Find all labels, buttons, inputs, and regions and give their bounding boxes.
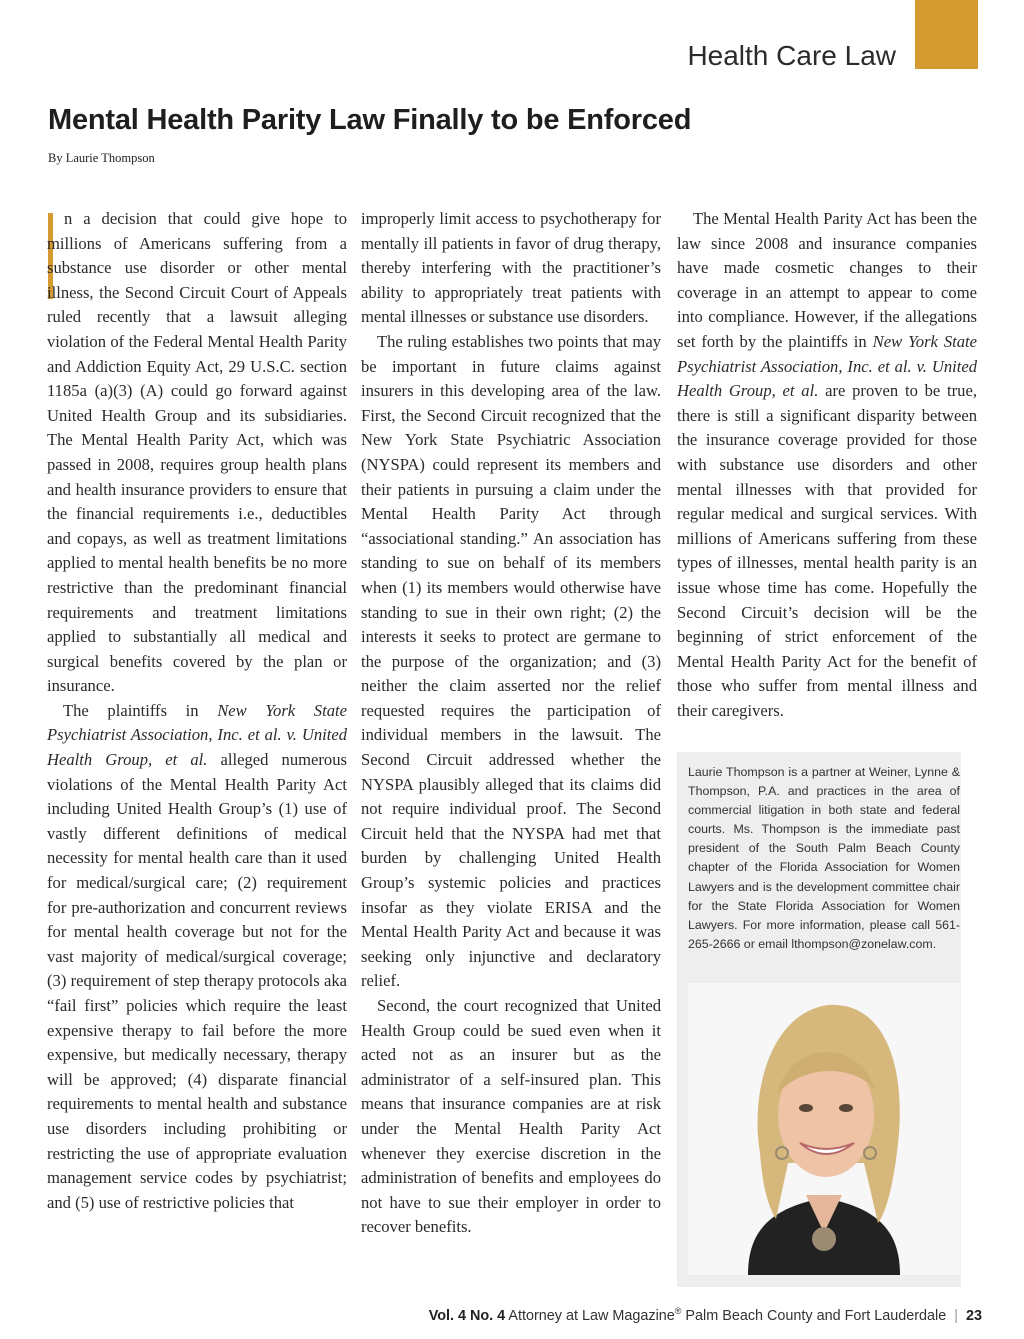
footer-separator: |: [954, 1307, 958, 1324]
page-number: 23: [965, 1307, 982, 1324]
section-color-tab: [915, 0, 978, 69]
footer-region: Palm Beach County and Fort Lauderdale: [681, 1307, 947, 1324]
column3-paragraph-1: [677, 207, 977, 723]
case-citation: New York State Psychiatrist Association, Inc. et al. v. United Health Group, et al.: [47, 700, 347, 770]
column2-paragraph-1: improperly limit access to psychotherapy for mentally ill patients in favor of drug therapy, thereby interfering with the practitioner’s ability to appropriately treat patients with mental illnesses or substance use disorders.: [361, 209, 661, 327]
article-headline: Mental Health Parity Law Finally to be Enforced: [48, 104, 692, 136]
byline: By Laurie Thompson: [48, 151, 155, 165]
column1-paragraph-2-text-b: alleged numerous violations of the Mental Health Parity Act including United Health Group’s (1) use of vastly different definitions of medical necessity for mental health care than it used for medical/surgical care; (2) requirement for pre-authorization and concurrent reviews for mental health coverage but not for the vast majority of medical/surgical coverage; (3) requirement of step therapy protocols aka “fail first” policies which require the least expensive therapy to fail before the more expensive, but medically necessary, therapy will be approved; (4) disparate financial requirements to mental health and substance use disorders including prohibiting or restricting the use of appropriate evaluation management service codes by psychiatrist; and (5) use of restrictive policies that: [47, 750, 347, 1212]
column2-paragraph-2: The ruling establishes two points that may be important in future claims against insurers in this developing area of the law. First, the Second Circuit recognized that the New York State Psychiatric Association (NYSPA) could represent its members and their patients in pursuing a claim under the Mental Health Parity Act through “associational standing.” An association has standing to sue on behalf of its members when (1) its members would otherwise have standing to sue in their own right; (2) the interests it seeks to protect are germane to the purpose of the organization; and (3) neither the claim asserted nor the relief requested requires the participation of individual members in the lawsuit. The Second Circuit addressed whether the NYSPA plausibly alleged that its claims did not require individual proof. The Second Circuit held that the NYSPA had met that burden by challenging United Health Group’s systemic policies and practices insofar as they violate ERISA and the Mental Health Parity Act and because it was seeking only injunctive and declaratory relief.: [361, 331, 661, 991]
article-column-1: [47, 207, 347, 1215]
footer-registered: ®: [674, 1306, 682, 1316]
footer-volume: Vol. 4 No. 4: [428, 1307, 506, 1324]
article-column-2: [361, 207, 661, 1240]
footer-magazine: Attorney at Law Magazine: [508, 1307, 675, 1324]
column3-paragraph-1-text-b: are proven to be true, there is still a significant disparity between the insurance coverage provided for those with substance use disorders and other mental illnesses with that provided for regular medical and surgical services. With millions of Americans suffering from these types of illnesses, mental health parity is an issue whose time has come. Hopefully the Second Circuit’s decision will be the beginning of strict enforcement of the Mental Health Parity Act for the benefit of those who suffer from mental illness and their caregivers.: [677, 381, 977, 720]
page-footer: [429, 1306, 982, 1324]
column3-paragraph-1-text-a: The Mental Health Parity Act has been the law since 2008 and insurance companies have made cosmetic changes to their coverage in an attempt to appear to come into compliance. However, if the allegations set forth by the plaintiffs in: [677, 209, 977, 351]
article-column-3: [677, 207, 977, 723]
case-citation: New York State Psychiatrist Association, Inc. et al. v. United Health Group, et al.: [677, 331, 977, 401]
column1-paragraph-1: [47, 207, 347, 699]
author-photo: [688, 983, 960, 1275]
column1-paragraph-2-text-a: The plaintiffs in: [63, 700, 218, 720]
column1-paragraph-2: [47, 699, 347, 1215]
author-bio: Laurie Thompson is a partner at Weiner, Lynne & Thompson, P.A. and practices in the area of commercial litigation in both state and federal courts. Ms. Thompson is the immediate past president of the South Palm Beach County chapter of the Florida Association for Women Lawyers and is the development committee chair for the State Florida Association for Women Lawyers. For more information, please call 561-265-2666 or email lthompson@zonelaw.com.: [688, 765, 960, 951]
column2-paragraph-3: Second, the court recognized that United Health Group could be sued even when it acted not as an insurer but as the administrator of a self-insured plan. This means that insurance companies are at risk under the Mental Health Parity Act whenever they exercise discretion in the administration of benefits and employees do not have to sue their employer in order to recover benefits.: [361, 996, 661, 1237]
column1-paragraph-1-text: n a decision that could give hope to millions of Americans suffering from a substance use disorder or other mental illness, the Second Circuit Court of Appeals ruled recently that a lawsuit alleging violation of the Federal Mental Health Parity and Addiction Equity Act, 29 U.S.C. section 1185a (a)(3) (A) could go forward against United Health Group and its subsidiaries. The Mental Health Parity Act, which was passed in 2008, requires group health plans and health insurance providers to ensure that the financial requirements i.e., deductibles and copays, as well as treatment limitations applied to mental health benefits be no more restrictive than the predominant financial requirements and treatment limitations applied to substantially all medical and surgical benefits covered by the plan or insurance.: [47, 209, 347, 696]
section-label: Health Care Law: [687, 40, 896, 71]
